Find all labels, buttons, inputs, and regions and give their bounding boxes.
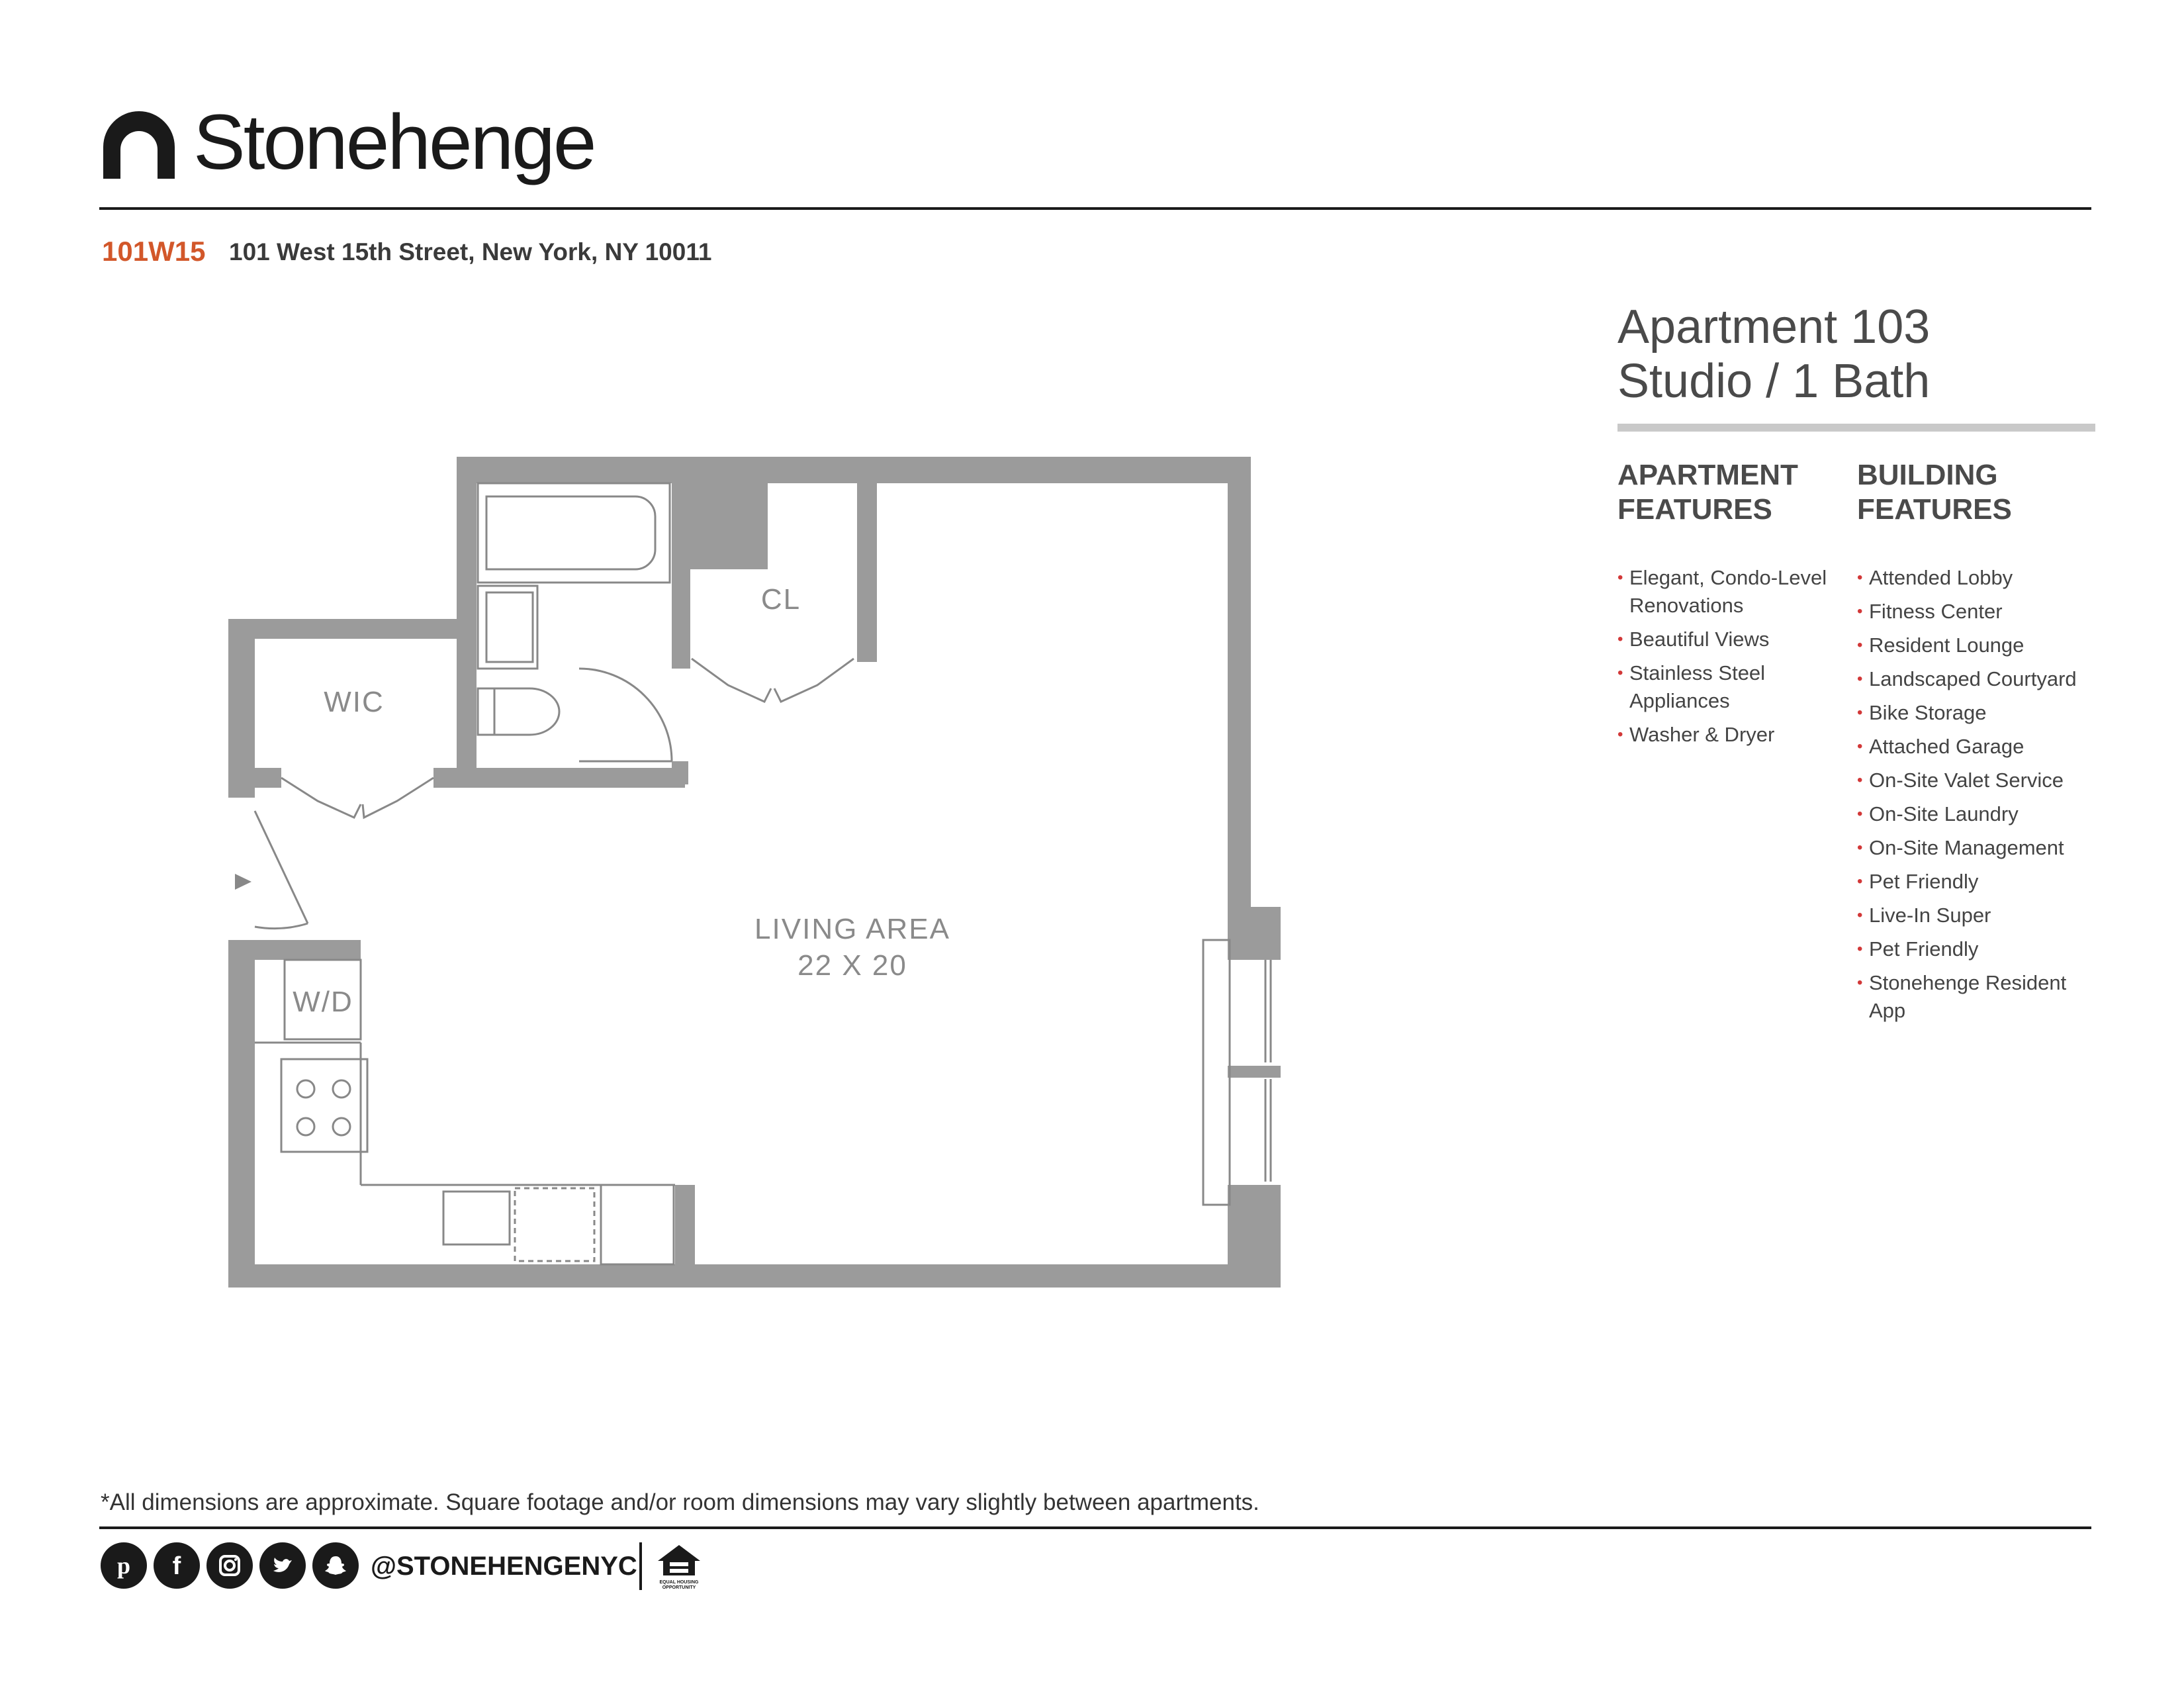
heading-line: BUILDING xyxy=(1857,459,1998,491)
footer-vertical-divider xyxy=(639,1542,642,1590)
feature-item: • On-Site Management xyxy=(1857,834,2095,862)
footer-divider xyxy=(99,1526,2091,1529)
toilet-icon xyxy=(494,688,559,735)
building-features-heading xyxy=(1857,458,2082,527)
feature-item: • Beautiful Views xyxy=(1617,626,1862,653)
floor-plan xyxy=(218,450,1304,1311)
svg-text:OPPORTUNITY: OPPORTUNITY xyxy=(662,1585,696,1590)
svg-text:p: p xyxy=(116,1552,131,1579)
washer-dryer-label: W/D xyxy=(293,986,353,1018)
snapchat-icon[interactable] xyxy=(312,1542,359,1589)
stonehenge-logo-mark xyxy=(99,106,179,185)
feature-item: • Stainless Steel Appliances xyxy=(1617,659,1862,715)
header-divider xyxy=(99,207,2091,210)
door-swing-icon xyxy=(579,669,672,761)
feature-item: • On-Site Valet Service xyxy=(1857,767,2095,794)
feature-item: • Attended Lobby xyxy=(1857,564,2095,592)
wic-label: WIC xyxy=(324,686,385,718)
feature-item: • Resident Lounge xyxy=(1857,632,2095,659)
brand-name: Stonehenge xyxy=(193,99,595,186)
facebook-icon[interactable] xyxy=(154,1542,200,1589)
disclaimer: *All dimensions are approximate. Square footage and/or room dimensions may vary slightly between apartments. xyxy=(101,1489,1259,1515)
instagram-icon[interactable] xyxy=(206,1542,253,1589)
social-handle[interactable]: @STONEHENGENYC xyxy=(371,1552,637,1581)
living-area-dimensions: 22 X 20 xyxy=(797,949,907,982)
kitchen-sink-icon xyxy=(443,1192,510,1244)
equal-housing-opportunity-icon xyxy=(655,1542,703,1590)
feature-item: • Pet Friendly xyxy=(1857,868,2095,896)
apartment-features-heading xyxy=(1617,458,1843,527)
apartment-title: Apartment 103 xyxy=(1617,301,1931,353)
closet-label: CL xyxy=(760,583,801,616)
feature-item: • Elegant, Condo-Level Renovations xyxy=(1617,564,1862,620)
refrigerator-icon xyxy=(601,1185,674,1264)
stonehenge-logo xyxy=(99,99,595,192)
feature-item: • Fitness Center xyxy=(1857,598,2095,626)
twitter-icon[interactable] xyxy=(259,1542,306,1589)
dishwasher-icon xyxy=(515,1188,594,1261)
feature-item: • Live-In Super xyxy=(1857,902,2095,929)
feature-item: • Attached Garage xyxy=(1857,733,2095,761)
svg-text:f: f xyxy=(172,1552,181,1579)
building-code: 101W15 xyxy=(102,236,206,267)
apartment-features-list xyxy=(1617,564,1862,755)
heading-line: FEATURES xyxy=(1617,493,1772,526)
building-address: 101 West 15th Street, New York, NY 10011 xyxy=(229,238,712,265)
feature-item: • Bike Storage xyxy=(1857,699,2095,727)
feature-item: • On-Site Laundry xyxy=(1857,800,2095,828)
entry-arrow-icon xyxy=(235,874,251,890)
walls xyxy=(228,457,1281,1288)
living-area-label: LIVING AREA xyxy=(754,913,950,945)
pinterest-icon[interactable] xyxy=(101,1542,147,1589)
heading-line: APARTMENT xyxy=(1617,459,1798,491)
feature-item: • Washer & Dryer xyxy=(1617,721,1862,749)
apartment-subtitle: Studio / 1 Bath xyxy=(1617,355,1931,408)
stove-icon xyxy=(281,1059,367,1152)
feature-item: • Landscaped Courtyard xyxy=(1857,665,2095,693)
feature-item: • Stonehenge Resident App xyxy=(1857,969,2095,1025)
heading-line: FEATURES xyxy=(1857,493,2012,526)
bathtub-icon xyxy=(486,496,655,569)
bathroom-fixtures xyxy=(478,483,672,761)
svg-text:EQUAL HOUSING: EQUAL HOUSING xyxy=(659,1580,699,1585)
feature-item: • Pet Friendly xyxy=(1857,935,2095,963)
panel-divider xyxy=(1617,424,2095,432)
building-features-list xyxy=(1857,564,2095,1031)
